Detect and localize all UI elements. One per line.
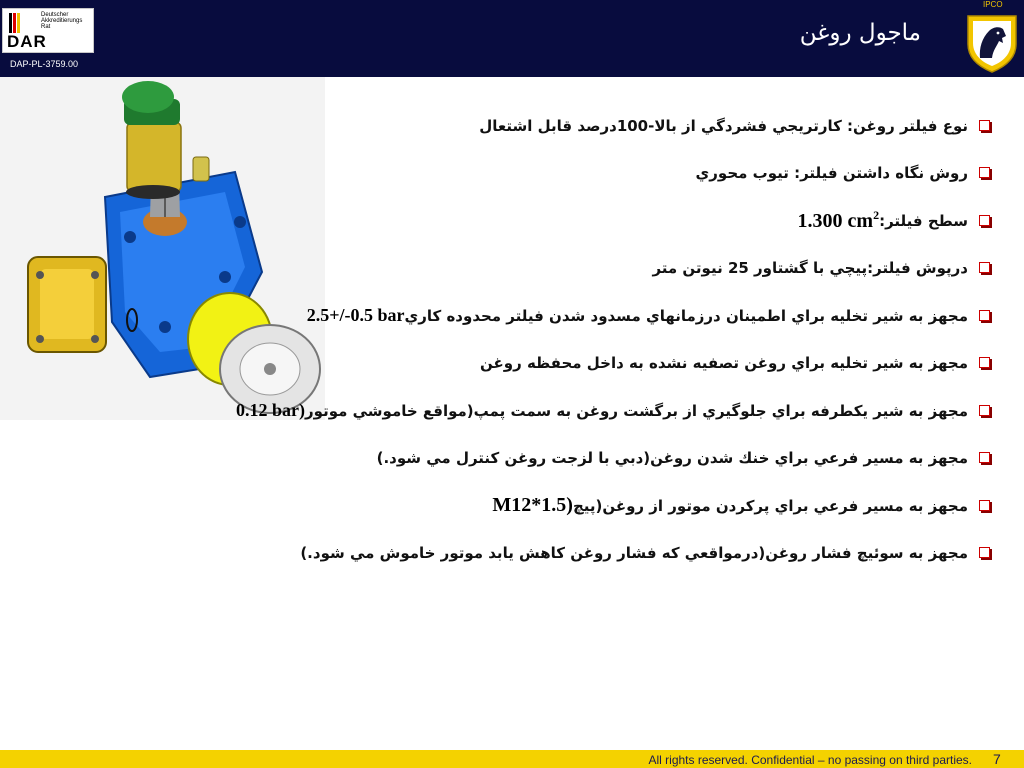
list-item — [220, 482, 990, 530]
filter-area-value: 1.300 cm — [797, 210, 874, 233]
list-item — [220, 435, 990, 483]
square-checkbox-icon — [979, 215, 990, 226]
header-bar — [0, 0, 1024, 77]
bullet-text: سطح فيلتر: — [879, 211, 968, 230]
dar-accreditation-logo — [2, 8, 94, 53]
list-item — [220, 102, 990, 150]
bullet-value — [798, 208, 880, 233]
list-item — [220, 340, 990, 388]
accreditation-code: DAP-PL-3759.00 — [10, 59, 79, 69]
bullet-text: مجهز به سوئيچ فشار روغن(درمواقعي كه فشار روغن كاهش يابد موتور خاموش مي شود.) — [300, 544, 968, 563]
list-item — [220, 197, 990, 245]
square-checkbox-icon — [979, 167, 990, 178]
copyright-notice: All rights reserved. Confidential – no passing on third parties. — [648, 753, 972, 767]
bullet-value: M12*1.5) — [492, 494, 573, 517]
list-item — [220, 245, 990, 293]
horse-head-shield-icon — [962, 10, 1022, 74]
square-checkbox-icon — [979, 500, 990, 511]
bullet-text: نوع فيلتر روغن: كارتريجي فشردگي از بالا-100درصد قابل اشتعال — [479, 116, 968, 135]
bullet-value: 0.12 bar) — [236, 400, 306, 421]
feature-list — [220, 102, 990, 577]
page-number: 7 — [993, 751, 1001, 767]
bullet-text: روش نگاه داشتن فيلتر: تيوب محوري — [695, 164, 968, 183]
flag-stripe-red — [13, 13, 16, 33]
bullet-text: درپوش فيلتر:پيچي با گشتاور 25 نيوتن متر — [652, 259, 968, 278]
filter-area-exponent: 2 — [873, 208, 880, 223]
bullet-text: مجهز به شير يكطرفه براي جلوگيري از برگشت روغن به سمت پمپ(مواقع خاموشي موتور — [305, 401, 968, 420]
list-item — [220, 292, 990, 340]
bullet-text: مجهز به مسير فرعي براي خنك شدن روغن(دبي با لزجت روغن كنترل مي شود.) — [376, 449, 968, 468]
square-checkbox-icon — [979, 452, 990, 463]
bullet-text: مجهز به مسير فرعي براي پركردن موتور از روغن(پيچ — [572, 496, 968, 515]
list-item — [220, 150, 990, 198]
square-checkbox-icon — [979, 262, 990, 273]
brand-label: IPCO — [983, 0, 1003, 9]
square-checkbox-icon — [979, 357, 990, 368]
list-item — [220, 530, 990, 578]
footer-bar — [0, 750, 1024, 768]
slide-title: ماجول روغن — [799, 20, 921, 46]
square-checkbox-icon — [979, 547, 990, 558]
bullet-text: مجهز به شير تخليه براي اطمينان درزمانهاي مسدود شدن فيلتر محدوده كاري — [404, 306, 968, 325]
square-checkbox-icon — [979, 405, 990, 416]
flag-stripe-black — [9, 13, 12, 33]
dar-letters: DAR — [7, 32, 47, 51]
bullet-text: مجهز به شير تخليه براي روغن تصفيه نشده به داخل محفظه روغن — [480, 354, 968, 373]
square-checkbox-icon — [979, 310, 990, 321]
flag-stripe-gold — [17, 13, 20, 33]
bullet-value: 2.5+/-0.5 bar — [306, 305, 405, 326]
dar-org-name: Deutscher Akkreditierungs Rat — [41, 12, 83, 30]
square-checkbox-icon — [979, 120, 990, 131]
list-item — [220, 387, 990, 435]
